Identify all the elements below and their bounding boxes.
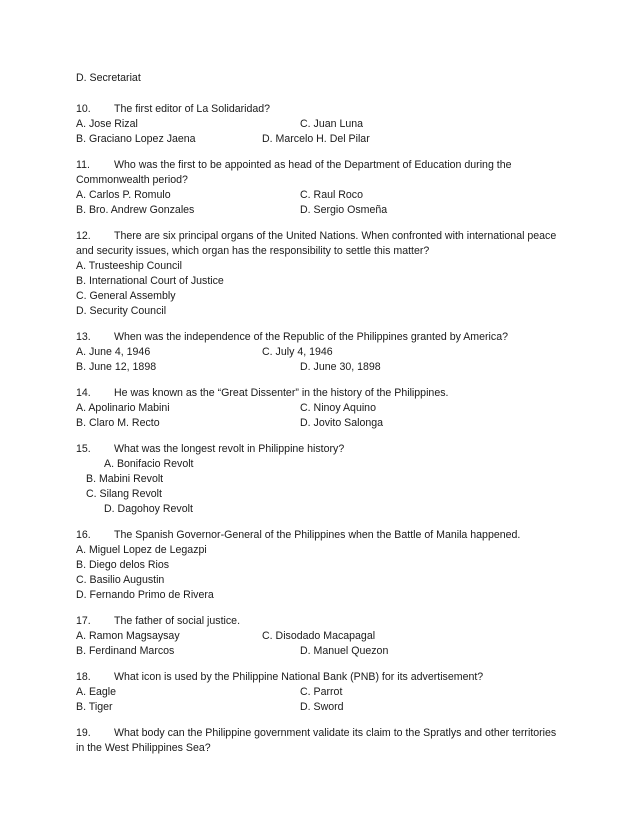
option-11-b: B. Bro. Andrew Gonzales	[76, 204, 195, 216]
option-15-b: B. Mabini Revolt	[86, 473, 164, 485]
question-text: The Spanish Governor-General of the Philippines when the Battle of Manila happened.	[114, 529, 521, 541]
option-15-c: C. Silang Revolt	[86, 488, 162, 500]
question-number: 19.	[76, 727, 91, 739]
question-10	[76, 102, 270, 116]
question-text: What icon is used by the Philippine National Bank (PNB) for its advertisement?	[114, 671, 484, 683]
option-18-a: A. Eagle	[76, 686, 117, 698]
question-19-cont: in the West Philippines Sea?	[76, 742, 211, 754]
question-text: When was the independence of the Republic of the Philippines granted by America?	[114, 331, 508, 343]
question-number: 16.	[76, 529, 91, 541]
option-13-c: C. July 4, 1946	[262, 346, 333, 358]
question-text: What body can the Philippine government validate its claim to the Spratlys and other territories	[114, 727, 557, 739]
option-13-b: B. June 12, 1898	[76, 361, 157, 373]
question-text: The father of social justice.	[114, 615, 241, 627]
question-16	[76, 528, 520, 542]
option-10-a: A. Jose Rizal	[76, 118, 138, 130]
question-number: 15.	[76, 443, 91, 455]
question-number: 10.	[76, 103, 91, 115]
question-text: There are six principal organs of the United Nations. When confronted with international peace	[114, 230, 557, 242]
option-17-b: B. Ferdinand Marcos	[76, 645, 175, 657]
option-17-d: D. Manuel Quezon	[300, 645, 389, 657]
question-text: What was the longest revolt in Philippine history?	[114, 443, 345, 455]
question-11-cont: Commonwealth period?	[76, 174, 188, 186]
question-number: 11.	[76, 159, 90, 171]
option-14-c: C. Ninoy Aquino	[300, 402, 376, 414]
question-text: The first editor of La Solidaridad?	[114, 103, 271, 115]
question-number: 14.	[76, 387, 91, 399]
option-prev-d: D. Secretariat	[76, 72, 141, 84]
option-12-b: B. International Court of Justice	[76, 275, 224, 287]
question-number: 13.	[76, 331, 91, 343]
option-14-b: B. Claro M. Recto	[76, 417, 160, 429]
option-16-b: B. Diego delos Rios	[76, 559, 170, 571]
option-10-b: B. Graciano Lopez Jaena	[76, 133, 196, 145]
option-17-a: A. Ramon Magsaysay	[76, 630, 180, 642]
option-10-d: D. Marcelo H. Del Pilar	[262, 133, 370, 145]
option-12-d: D. Security Council	[76, 305, 167, 317]
option-18-b: B. Tiger	[76, 701, 113, 713]
option-11-c: C. Raul Roco	[300, 189, 363, 201]
question-14	[76, 386, 448, 400]
option-10-c: C. Juan Luna	[300, 118, 364, 130]
option-15-a: A. Bonifacio Revolt	[104, 458, 194, 470]
option-13-d: D. June 30, 1898	[300, 361, 381, 373]
question-12	[76, 229, 556, 243]
option-15-d: D. Dagohoy Revolt	[104, 503, 193, 515]
option-18-d: D. Sword	[300, 701, 344, 713]
question-number: 18.	[76, 671, 91, 683]
question-number: 12.	[76, 230, 91, 242]
option-18-c: C. Parrot	[300, 686, 343, 698]
question-12-cont: and security issues, which organ has the responsibility to settle this matter?	[76, 245, 430, 257]
question-text: Who was the first to be appointed as head of the Department of Education during the	[114, 159, 512, 171]
option-11-d: D. Sergio Osmeña	[300, 204, 388, 216]
option-14-a: A. Apolinario Mabini	[76, 402, 170, 414]
option-14-d: D. Jovito Salonga	[300, 417, 384, 429]
option-11-a: A. Carlos P. Romulo	[76, 189, 171, 201]
question-13	[76, 330, 508, 344]
question-18	[76, 670, 483, 684]
option-12-c: C. General Assembly	[76, 290, 176, 302]
question-text: He was known as the “Great Dissenter” in the history of the Philippines.	[114, 387, 449, 399]
question-19	[76, 726, 556, 740]
question-11	[76, 158, 512, 172]
option-16-c: C. Basilio Augustin	[76, 574, 165, 586]
option-16-d: D. Fernando Primo de Rivera	[76, 589, 214, 601]
option-17-c: C. Disodado Macapagal	[262, 630, 376, 642]
question-number: 17.	[76, 615, 91, 627]
question-17	[76, 614, 240, 628]
option-16-a: A. Miguel Lopez de Legazpi	[76, 544, 207, 556]
option-13-a: A. June 4, 1946	[76, 346, 151, 358]
question-15	[76, 442, 344, 456]
option-12-a: A. Trusteeship Council	[76, 260, 182, 272]
